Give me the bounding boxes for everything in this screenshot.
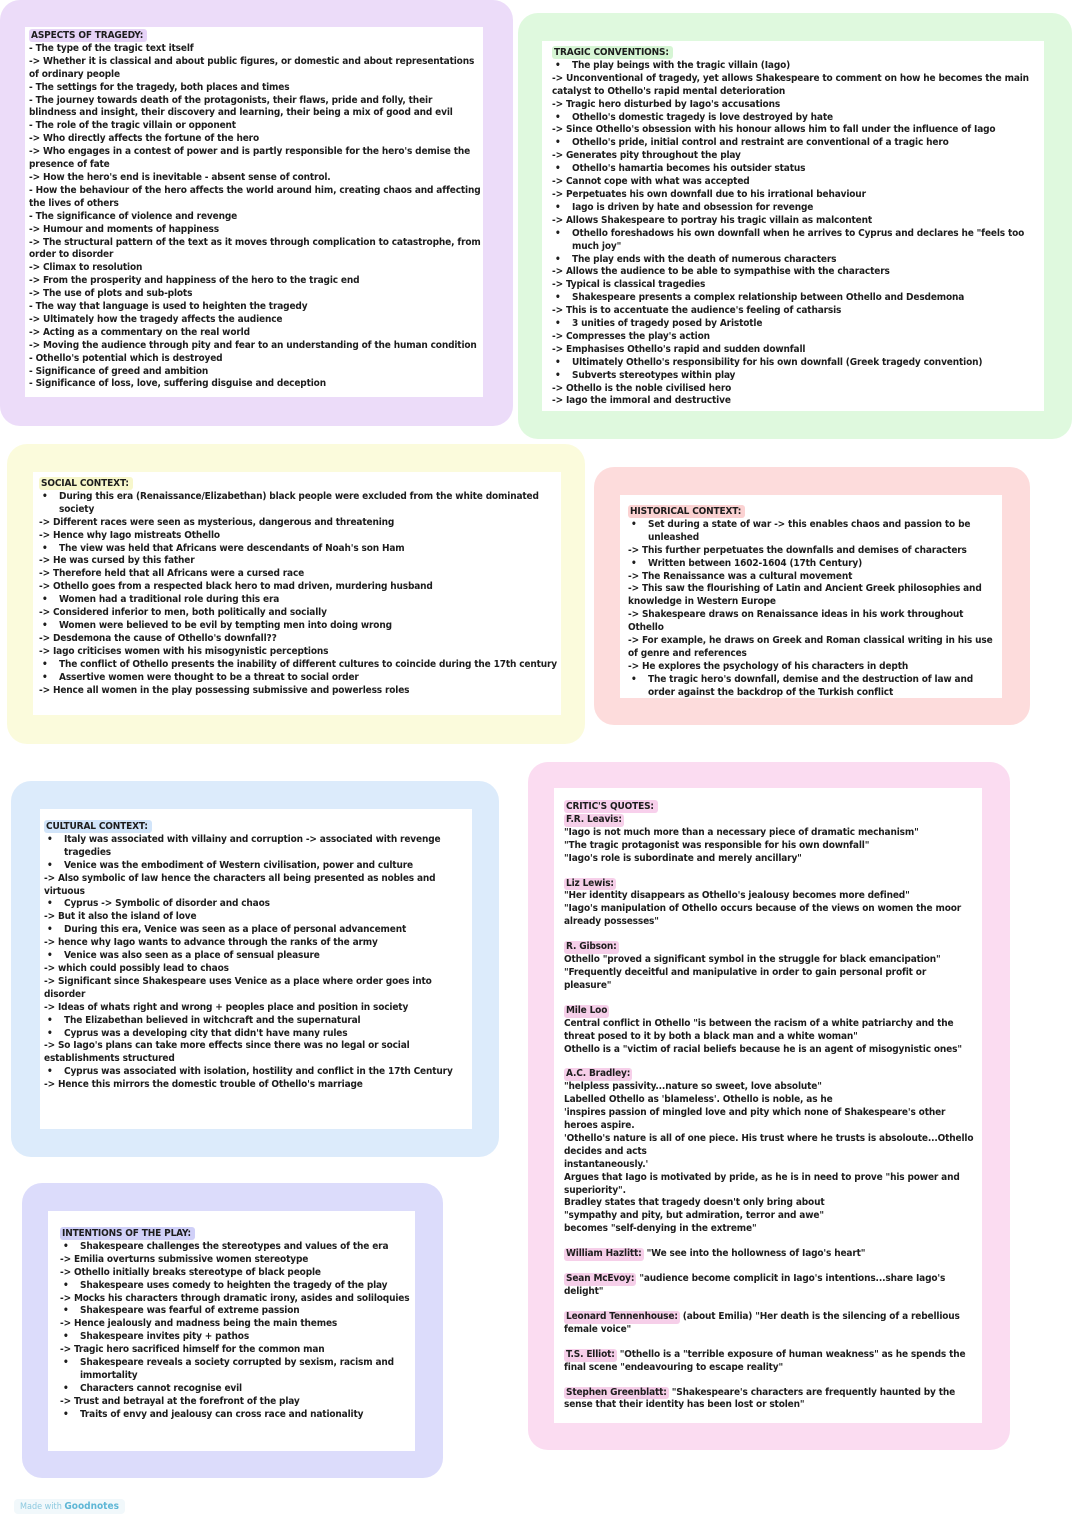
list-item: -> The structural pattern of the text as it moves through complication to catastrophe, from order to disorder [29,236,481,261]
list-item: -> Emilia overturns submissive women stereotype [60,1253,309,1265]
list-item: - Othello's potential which is destroyed [29,352,223,364]
bullet-item: • Shakespeare was fearful of extreme passion [60,1305,410,1318]
bullet-item: • During this era (Renaissance/Elizabethan) black people were excluded from the white dominated society [39,491,557,517]
critic-quote: 'Othello's nature is all of one piece. His trust where he trusts is absoloute...Othello decides and acts [564,1132,974,1157]
group-spacer [564,1375,976,1387]
cultural-title: CULTURAL CONTEXT: [44,820,152,833]
list-item: - The significance of violence and revenge [29,210,238,222]
aspects-title: ASPECTS OF TRAGEDY: [29,29,147,42]
critic-quote: "We see into the hollowness of Iago's heart" [643,1248,866,1260]
critic-quote: 'inspires passion of mingled love and pity which none of Shakespeare's other heroes aspire. [564,1107,946,1132]
bullet-item: • The play ends with the death of numerous characters [552,254,1040,267]
bullet-item: • Shakespeare presents a complex relationship between Othello and Desdemona [552,292,1040,305]
list-item: -> Othello is the noble civilised hero [552,382,732,394]
bullet-item: • The play beings with the tragic villain (Iago) [552,60,1040,73]
list-item: -> Since Othello's obsession with his honour allows him to fall under the influence of Iago [552,124,996,136]
bullet-item: • Characters cannot recognise evil [60,1383,410,1396]
group-spacer [564,866,976,878]
conventions-list [552,60,1040,408]
bullet-item: • Othello foreshadows his own downfall when he arrives to Cyprus and declares he "feels too much joy" [552,228,1040,254]
critic-heading [564,814,976,827]
cultural-card [11,781,499,1157]
list-item: -> Perpetuates his own downfall due to his irrational behaviour [552,188,866,200]
social-panel [33,472,561,715]
list-item: - The role of the tragic villain or opponent [29,120,236,132]
list-item: - Significance of greed and ambition [29,365,209,377]
made-with-label: Made with [20,1502,62,1512]
list-item: -> How the hero's end is inevitable - absent sense of control. [29,171,331,183]
list-item: -> Compresses the play's action [552,330,710,342]
critic-quote: "audience become complicit in Iago's intentions...share Iago's delight" [564,1273,946,1297]
aspects-content [29,29,481,391]
group-spacer [564,929,976,941]
intentions-content [60,1227,410,1422]
list-item: -> From the prosperity and happiness of the hero to the tragic end [29,275,360,287]
conventions-card [518,13,1072,439]
critic-heading [564,1273,976,1299]
list-item: -> Emphasises Othello's rapid and sudden downfall [552,343,806,355]
bullet-item: • Ultimately Othello's responsibility for his own downfall (Greek tragedy convention) [552,357,1040,370]
list-item: - The settings for the tragedy, both places and times [29,81,290,93]
list-item: -> But it also the island of love [44,911,197,923]
list-item: -> Cannot cope with what was accepted [552,176,750,188]
critic-quote: "helpless passivity...nature so sweet, love absolute" [564,1081,822,1093]
critic-heading [564,941,976,954]
bullet-item: • Traits of envy and jealousy can cross race and nationality [60,1409,410,1422]
list-item: -> Different races were seen as mysterious, dangerous and threatening [39,516,395,528]
critic-name: Mile Loo [566,1004,608,1016]
list-item: -> Unconventional of tragedy, yet allows Shakespeare to comment on how he becomes the main catalyst to Othello's rapid mental deterioration [552,72,1029,97]
social-list [39,491,557,698]
critic-quote: Bradley states that tragedy doesn't only bring about [564,1197,825,1209]
bullet-item: • Cyprus -> Symbolic of disorder and chaos [44,898,464,911]
list-item: -> Desdemona the cause of Othello's downfall?? [39,632,277,644]
critic-name: Leonard Tennenhouse: [566,1310,678,1322]
historical-list [628,519,1000,698]
social-content [39,477,557,697]
bullet-item: • Othello's domestic tragedy is love destroyed by hate [552,112,1040,125]
historical-title: HISTORICAL CONTEXT: [628,505,745,518]
list-item: -> Hence why Iago mistreats Othello [39,529,220,541]
list-item: -> This is to accentuate the audience's feeling of catharsis [552,305,842,317]
historical-panel [620,495,1002,698]
critic-quote: (about Emilia) "Her death is the silencing of a rebellious female voice" [564,1310,960,1335]
critic-quote: instantaneously.' [564,1158,649,1170]
critic-quote: "The tragic protagonist was responsible for his own downfall" [564,839,870,851]
list-item: -> Generates pity throughout the play [552,150,741,162]
bullet-item: • Italy was associated with villainy and corruption -> associated with revenge tragedies [44,834,464,860]
bullet-item: • The tragic hero's downfall, demise and the destruction of law and order against the backdrop of the Turkish conflict [628,674,1000,698]
critic-quote: becomes "self-denying in the extreme" [564,1223,757,1235]
intentions-panel [48,1211,415,1451]
bullet-item: • Written between 1602-1604 (17th Century) [628,558,1000,571]
list-item: -> Tragic hero sacrificed himself for the common man [60,1344,325,1356]
list-item: -> Considered inferior to men, both politically and socially [39,607,327,619]
critic-heading [564,1311,976,1337]
list-item: -> The use of plots and sub-plots [29,288,193,300]
group-spacer [564,1337,976,1349]
group-spacer [564,1299,976,1311]
bullet-item: • Venice was the embodiment of Western civilisation, power and culture [44,860,464,873]
list-item: -> Hence jealously and madness being the main themes [60,1318,338,1330]
critic-name: Sean McEvoy: [566,1273,635,1285]
list-item: -> Whether it is classical and about public figures, or domestic and about representations of ordinary people [29,55,475,80]
list-item: -> Hence all women in the play possessing submissive and powerless roles [39,684,410,696]
bullet-item: • Women were believed to be evil by tempting men into doing wrong [39,620,557,633]
list-item: -> Also symbolic of law hence the characters all being presented as nobles and virtuous [44,872,436,897]
critic-name: A.C. Bradley: [566,1068,631,1080]
bullet-item: • Shakespeare reveals a society corrupted by sexism, racism and immortality [60,1357,410,1383]
critic-quote: "Othello is a "terrible exposure of human weakness" as he spends the final scene "endeavouring to escape reality" [564,1348,966,1373]
list-item: -> Significant since Shakespeare uses Venice as a place where order goes into disorder [44,975,432,1000]
list-item: -> The Renaissance was a cultural movement [628,570,853,582]
made-with-badge[interactable] [14,1499,125,1514]
group-spacer [564,993,976,1005]
bullet-item: • Shakespeare challenges the stereotypes and values of the era [60,1241,410,1254]
bullet-item: • Set during a state of war -> this enables chaos and passion to be unleashed [628,519,1000,545]
list-item: -> Acting as a commentary on the real world [29,326,250,338]
cultural-content [44,820,464,1092]
conventions-panel [542,41,1044,411]
list-item: -> Ultimately how the tragedy affects the audience [29,313,283,325]
conventions-title: TRAGIC CONVENTIONS: [552,46,673,59]
intentions-card [22,1183,443,1478]
intentions-title: INTENTIONS OF THE PLAY: [60,1227,195,1240]
critics-title: CRITIC'S QUOTES: [564,800,658,813]
cultural-list [44,834,464,1092]
critic-name: William Hazlitt: [566,1248,642,1260]
aspects-list [29,43,481,391]
list-item: -> which could possibly lead to chaos [44,962,229,974]
critic-name: F.R. Leavis: [566,813,622,825]
bullet-item: • During this era, Venice was seen as a place of personal advancement [44,924,464,937]
social-card [7,444,585,744]
group-spacer [564,1056,976,1068]
bullet-item: • Cyprus was associated with isolation, hostility and conflict in the 17th Century [44,1066,464,1079]
list-item: -> This further perpetuates the downfalls and demises of characters [628,544,967,556]
bullet-item: • 3 unities of tragedy posed by Aristotle [552,318,1040,331]
cultural-panel [40,809,472,1129]
critics-groups [564,814,976,1412]
critics-panel [554,788,982,1423]
list-item: -> Climax to resolution [29,262,143,274]
bullet-item: • Venice was also seen as a place of sensual pleasure [44,950,464,963]
list-item: -> hence why Iago wants to advance through the ranks of the army [44,937,378,949]
critic-heading [564,1068,976,1081]
bullet-item: • The Elizabethan believed in witchcraft and the supernatural [44,1015,464,1028]
historical-card [594,467,1030,725]
goodnotes-logo: Goodnotes [64,1501,119,1512]
bullet-item: • The conflict of Othello presents the inability of different cultures to coincide during the 17th century [39,659,557,672]
list-item: -> Tragic hero disturbed by Iago's accusations [552,98,781,110]
bullet-item: • Assertive women were thought to be a threat to social order [39,672,557,685]
aspects-card [0,0,513,426]
critic-heading [564,1248,976,1261]
group-spacer [564,1261,976,1273]
critic-heading [564,1005,976,1018]
list-item: -> For example, he draws on Greek and Roman classical writing in his use of genre and references [628,635,993,659]
group-spacer [564,1236,976,1248]
critic-quote: "sympathy and pity, but admiration, terror and awe" [564,1210,824,1222]
list-item: -> Shakespeare draws on Renaissance ideas in his work throughout Othello [628,609,964,634]
list-item: -> Hence this mirrors the domestic trouble of Othello's marriage [44,1079,363,1091]
critic-name: T.S. Elliot: [566,1348,615,1360]
critic-quote: Othello "proved a significant symbol in the struggle for black emancipation" [564,954,941,966]
list-item: -> So Iago's plans can take more effects since there was no legal or social establishments structured [44,1040,410,1065]
bullet-item: • Iago is driven by hate and obsession for revenge [552,202,1040,215]
critic-quote: Central conflict in Othello "is between the racism of a white patriarchy and the threat posed to it by both a black man and a white woman" [564,1017,954,1042]
intentions-list [60,1241,410,1422]
critic-heading [564,1349,976,1375]
list-item: -> Mocks his characters through dramatic irony, asides and soliloquies [60,1292,410,1304]
critic-quote: "Iago's role is subordinate and merely ancillary" [564,852,802,864]
list-item: - How the behaviour of the hero affects the world around him, creating chaos and affecting the lives of others [29,184,481,209]
list-item: -> Moving the audience through pity and fear to an understanding of the human condition [29,339,477,351]
list-item: -> Trust and betrayal at the forefront of the play [60,1395,300,1407]
list-item: - The way that language is used to heighten the tragedy [29,301,308,313]
critic-quote: "Her identity disappears as Othello's jealousy becomes more defined" [564,890,910,902]
social-title: SOCIAL CONTEXT: [39,477,133,490]
list-item: -> Typical is classical tragedies [552,279,706,291]
critic-quote: "Iago is not much more than a necessary piece of dramatic mechanism" [564,826,919,838]
list-item: -> Who engages in a contest of power and is partly responsible for the hero's demise the presence of fate [29,146,471,171]
bullet-item: • Cyprus was a developing city that didn't have many rules [44,1028,464,1041]
historical-content [628,505,1000,698]
bullet-item: • The view was held that Africans were descendants of Noah's son Ham [39,543,557,556]
critic-heading [564,1387,976,1413]
critic-name: Liz Lewis: [566,877,614,889]
critic-name: R. Gibson: [566,941,617,953]
list-item: -> Allows Shakespeare to portray his tragic villain as malcontent [552,214,873,226]
critics-content [564,800,976,1412]
critic-quote: "Shakespeare's characters are frequently haunted by the sense that their identity has been lost or stolen" [564,1386,956,1411]
list-item: -> Therefore held that all Africans were a cursed race [39,568,305,580]
list-item: -> Humour and moments of happiness [29,223,219,235]
critic-quote: Argues that Iago is motivated by pride, as he is in need to prove "his power and superiority". [564,1171,960,1196]
list-item: - The type of the tragic text itself [29,42,194,54]
aspects-panel [25,27,483,397]
list-item: -> Allows the audience to be able to sympathise with the characters [552,266,890,278]
critic-quote: "Iago's manipulation of Othello occurs because of the views on women the moor already possesses" [564,903,962,928]
list-item: -> Othello initially breaks stereotype of black people [60,1266,321,1278]
bullet-item: • Othello's pride, initial control and restraint are conventional of a tragic hero [552,137,1040,150]
critic-quote: "Frequently deceitful and manipulative in order to gain personal profit or pleasure" [564,966,927,991]
list-item: -> Othello goes from a respected black hero to mad driven, murdering husband [39,581,433,593]
list-item: -> Ideas of whats right and wrong + peoples place and position in society [44,1001,409,1013]
list-item: -> He explores the psychology of his characters in depth [628,660,909,672]
critic-quote: Othello is a "victim of racial beliefs because he is an agent of misogynistic ones" [564,1043,962,1055]
conventions-content [552,46,1040,408]
critic-name: Stephen Greenblatt: [566,1386,667,1398]
bullet-item: • Othello's hamartia becomes his outsider status [552,163,1040,176]
bullet-item: • Women had a traditional role during this era [39,594,557,607]
critic-heading [564,878,976,891]
list-item: - Significance of loss, love, suffering disguise and deception [29,378,326,390]
list-item: - The journey towards death of the protagonists, their flaws, pride and folly, their blindness and insight, their discovery and learning, their being a mix of good and evil [29,94,453,119]
list-item: -> Who directly affects the fortune of the hero [29,133,260,145]
bullet-item: • Subverts stereotypes within play [552,370,1040,383]
bullet-item: • Shakespeare invites pity + pathos [60,1331,410,1344]
list-item: -> He was cursed by this father [39,555,195,567]
critics-card [528,762,1010,1450]
bullet-item: • Shakespeare uses comedy to heighten the tragedy of the play [60,1280,410,1293]
list-item: -> This saw the flourishing of Latin and Ancient Greek philosophies and knowledge in Western Europe [628,583,982,608]
list-item: -> Iago the immoral and destructive [552,395,731,407]
critic-quote: Labelled Othello as 'blameless'. Othello is noble, as he [564,1094,833,1106]
list-item: -> Iago criticises women with his misogynistic perceptions [39,645,329,657]
